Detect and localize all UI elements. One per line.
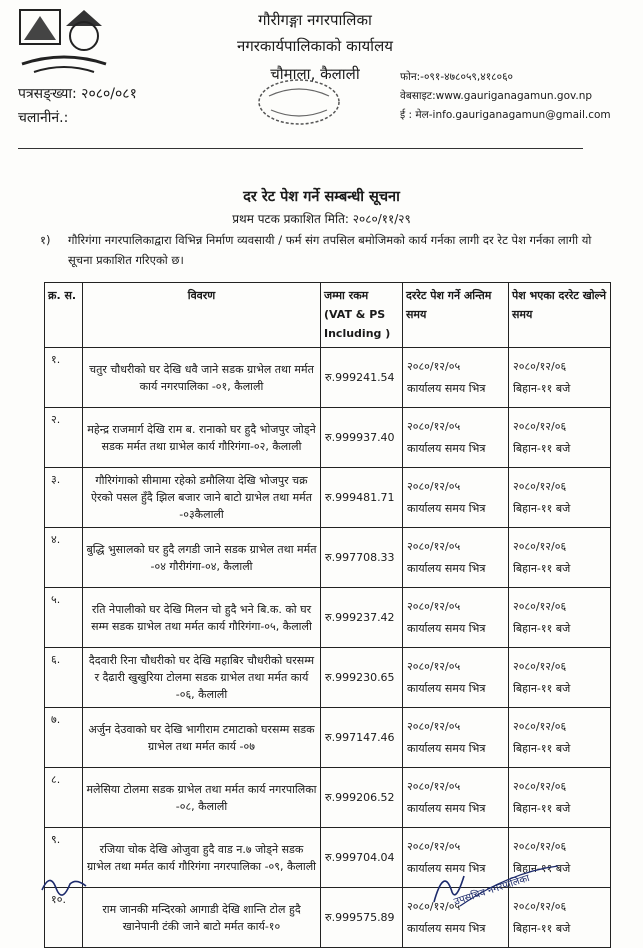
row-deadline <box>403 768 509 828</box>
opening-time: बिहान-११ बजे <box>513 861 571 875</box>
deadline-time: कार्यालय समय भित्र <box>407 861 486 875</box>
header-amount: जम्मा रकम (VAT & PS Including ) <box>321 283 403 348</box>
row-sn: १. <box>45 348 83 408</box>
row-amount: रु.999575.89 <box>321 888 403 948</box>
deadline-date: २०८०/१२/०५ <box>407 479 461 493</box>
letter-meta <box>18 82 137 130</box>
header-opening: पेश भएका दररेट खोल्ने समय <box>509 283 611 348</box>
row-sn: १०. <box>45 888 83 948</box>
opening-time: बिहान-११ बजे <box>513 381 571 395</box>
office-address: चौमाला, कैलाली <box>270 65 360 83</box>
row-amount: रु.997147.46 <box>321 708 403 768</box>
row-opening <box>509 648 611 708</box>
fiscal-year: २०८०/०८१ <box>81 86 137 102</box>
table-header-row <box>45 283 611 348</box>
header-divider <box>18 148 583 149</box>
row-sn: ४. <box>45 528 83 588</box>
deadline-time: कार्यालय समय भित्र <box>407 501 486 515</box>
table-row <box>45 348 611 408</box>
row-amount: रु.999937.40 <box>321 408 403 468</box>
row-sn: २. <box>45 408 83 468</box>
rate-table <box>44 282 611 948</box>
deadline-date: २०८०/१२/०५ <box>407 659 461 673</box>
deadline-time: कार्यालय समय भित्र <box>407 381 486 395</box>
office-name: नगरकार्यपालिकाको कार्यालय <box>237 37 393 55</box>
row-opening <box>509 768 611 828</box>
opening-time: बिहान-११ बजे <box>513 501 571 515</box>
notice-title: दर रेट पेश गर्ने सम्बन्धी सूचना <box>243 189 400 205</box>
opening-time: बिहान-११ बजे <box>513 921 571 935</box>
intro-number: १) <box>40 233 51 247</box>
row-sn: ८. <box>45 768 83 828</box>
row-sn: ७. <box>45 708 83 768</box>
row-description: बुद्धि भुसालको घर हुदै लगडी जाने सडक ग्राभेल तथा मर्मत -०४ गौरीगंगा-०४, कैलाली <box>83 528 321 588</box>
table-row <box>45 408 611 468</box>
row-opening <box>509 408 611 468</box>
row-opening <box>509 528 611 588</box>
deadline-time: कार्यालय समय भित्र <box>407 921 486 935</box>
row-description: दैदवारी रिना चौधरीको घर देखि महाबिर चौधरीको घरसम्म र दैढारी खुखुरिया टोलमा सडक ग्राभेल तथा मर्मत कार्य -०६, कैलाली <box>83 648 321 708</box>
opening-date: २०८०/१२/०६ <box>513 779 567 793</box>
signature-left-icon <box>40 868 90 898</box>
row-amount: रु.999237.42 <box>321 588 403 648</box>
deadline-date: २०८०/१२/०५ <box>407 539 461 553</box>
contact-block <box>400 68 611 125</box>
opening-date: २०८०/१२/०६ <box>513 839 567 853</box>
row-amount: रु.999704.04 <box>321 828 403 888</box>
row-description: मलेसिया टोलमा सडक ग्राभेल तथा मर्मत कार्य नगरपालिका -०८, कैलाली <box>83 768 321 828</box>
notice-intro <box>40 230 604 270</box>
opening-time: बिहान-११ बजे <box>513 681 571 695</box>
intro-text: गौरिगंगा नगरपालिकाद्वारा विभिन्न निर्माण व्यवसायी / फर्म संग तपसिल बमोजिमको कार्य गर्नका लागी दर रेट पेश गर्नका लागी यो सूचना प्रकाशित गरिएको छ। <box>68 233 592 267</box>
row-description: चतुर चौधरीको घर देखि धवै जाने सडक ग्राभेल तथा मर्मत कार्य नगरपालिका -०१, कैलाली <box>83 348 321 408</box>
deadline-date: २०८०/१२/०५ <box>407 839 461 853</box>
row-deadline <box>403 708 509 768</box>
deadline-time: कार्यालय समय भित्र <box>407 621 486 635</box>
opening-date: २०८०/१२/०६ <box>513 659 567 673</box>
opening-time: बिहान-११ बजे <box>513 441 571 455</box>
table-row <box>45 588 611 648</box>
stamp-text: उपसचिव नगरपालिका <box>452 873 532 908</box>
row-deadline <box>403 648 509 708</box>
opening-date: २०८०/१२/०६ <box>513 719 567 733</box>
phone-number: फोन:-०९१-४७८०५९,४१८०६० <box>400 71 513 83</box>
row-opening <box>509 348 611 408</box>
table-row <box>45 648 611 708</box>
row-sn: ९. <box>45 828 83 888</box>
row-amount: रु.999230.65 <box>321 648 403 708</box>
opening-date: २०८०/१२/०६ <box>513 419 567 433</box>
row-description: महेन्द्र राजमार्ग देखि राम ब. रानाको घर हुदै भोजपुर जोड्ने सडक मर्मत तथा ग्राभेल कार्य गौरिगंगा-०२, कैलाली <box>83 408 321 468</box>
table-row <box>45 768 611 828</box>
row-amount: रु.999481.71 <box>321 468 403 528</box>
opening-date: २०८०/१२/०६ <box>513 599 567 613</box>
opening-date: २०८०/१२/०६ <box>513 539 567 553</box>
deadline-date: २०८०/१२/०५ <box>407 899 461 913</box>
row-description: रजिया चोक देखि ओजुवा हुदै वाड न.७ जोड्ने सडक ग्राभेल तथा मर्मत कार्य गौरिगंगा नगरपालिका -०९, कैलाली <box>83 828 321 888</box>
row-deadline <box>403 588 509 648</box>
row-opening <box>509 708 611 768</box>
deadline-date: २०८०/१२/०५ <box>407 599 461 613</box>
opening-date: २०८०/१२/०६ <box>513 359 567 373</box>
row-deadline <box>403 408 509 468</box>
row-description: रति नेपालीको घर देखि मिलन चो हुदै भने बि.क. को घर सम्म सडक ग्राभेल तथा मर्मत कार्य गौरिगंगा-०५, कैलाली <box>83 588 321 648</box>
municipality-logo-icon <box>14 6 114 78</box>
row-deadline <box>403 348 509 408</box>
row-sn: ६. <box>45 648 83 708</box>
header-description: विवरण <box>83 283 321 348</box>
opening-time: बिहान-११ बजे <box>513 801 571 815</box>
publish-date: प्रथम पटक प्रकाशित मिति: २०८०/११/२९ <box>232 212 411 226</box>
row-description: गौरिगंगाको सीमामा रहेको डमौलिया देखि भोजपुर चक्र ऐरको पसल हुँदै झिल बजार जाने बाटो ग्राभेल तथा मर्मत -०३कैलाली <box>83 468 321 528</box>
signature-stamp <box>430 862 560 908</box>
deadline-time: कार्यालय समय भित्र <box>407 441 486 455</box>
letterhead-center <box>200 8 430 84</box>
table-row <box>45 708 611 768</box>
deadline-time: कार्यालय समय भित्र <box>407 741 486 755</box>
row-description: अर्जुन देउवाको घर देखि भागीराम टमाटाको घरसम्म सडक ग्राभेल तथा मर्मत कार्य -०७ <box>83 708 321 768</box>
opening-time: बिहान-११ बजे <box>513 561 571 575</box>
row-amount: रु.999241.54 <box>321 348 403 408</box>
office-stamp-icon <box>255 76 343 128</box>
dispatch-number-label: चलानीनं.: <box>18 110 69 126</box>
deadline-date: २०८०/१२/०५ <box>407 719 461 733</box>
row-opening <box>509 468 611 528</box>
table-row <box>45 528 611 588</box>
opening-date: २०८०/१२/०६ <box>513 479 567 493</box>
row-description: राम जानकी मन्दिरको आगाडी देखि शान्ति टोल हुदै खानेपानी टंकी जाने बाटो मर्मत कार्य-१० <box>83 888 321 948</box>
deadline-date: २०८०/१२/०५ <box>407 359 461 373</box>
deadline-date: २०८०/१२/०५ <box>407 779 461 793</box>
letter-number-label: पत्रसङ्ख्या: <box>18 86 77 102</box>
row-sn: ३. <box>45 468 83 528</box>
row-deadline <box>403 468 509 528</box>
opening-time: बिहान-११ बजे <box>513 621 571 635</box>
row-sn: ५. <box>45 588 83 648</box>
row-amount: रु.997708.33 <box>321 528 403 588</box>
header-sn: क्र. स. <box>45 283 83 348</box>
deadline-date: २०८०/१२/०५ <box>407 419 461 433</box>
opening-date: २०८०/१२/०६ <box>513 899 567 913</box>
header-deadline: दररेट पेश गर्ने अन्तिम समय <box>403 283 509 348</box>
municipality-name: गौरीगङ्गा नगरपालिका <box>258 11 372 29</box>
deadline-time: कार्यालय समय भित्र <box>407 561 486 575</box>
email: ई : मेल-info.gauriganagamun@gmail.com <box>400 109 611 121</box>
row-amount: रु.999206.52 <box>321 768 403 828</box>
deadline-time: कार्यालय समय भित्र <box>407 801 486 815</box>
website: वेबसाइट:www.gauriganagamun.gov.np <box>400 90 593 102</box>
deadline-time: कार्यालय समय भित्र <box>407 681 486 695</box>
letter-number-line <box>18 82 137 106</box>
opening-time: बिहान-११ बजे <box>513 741 571 755</box>
table-row <box>45 468 611 528</box>
row-opening <box>509 588 611 648</box>
row-deadline <box>403 528 509 588</box>
